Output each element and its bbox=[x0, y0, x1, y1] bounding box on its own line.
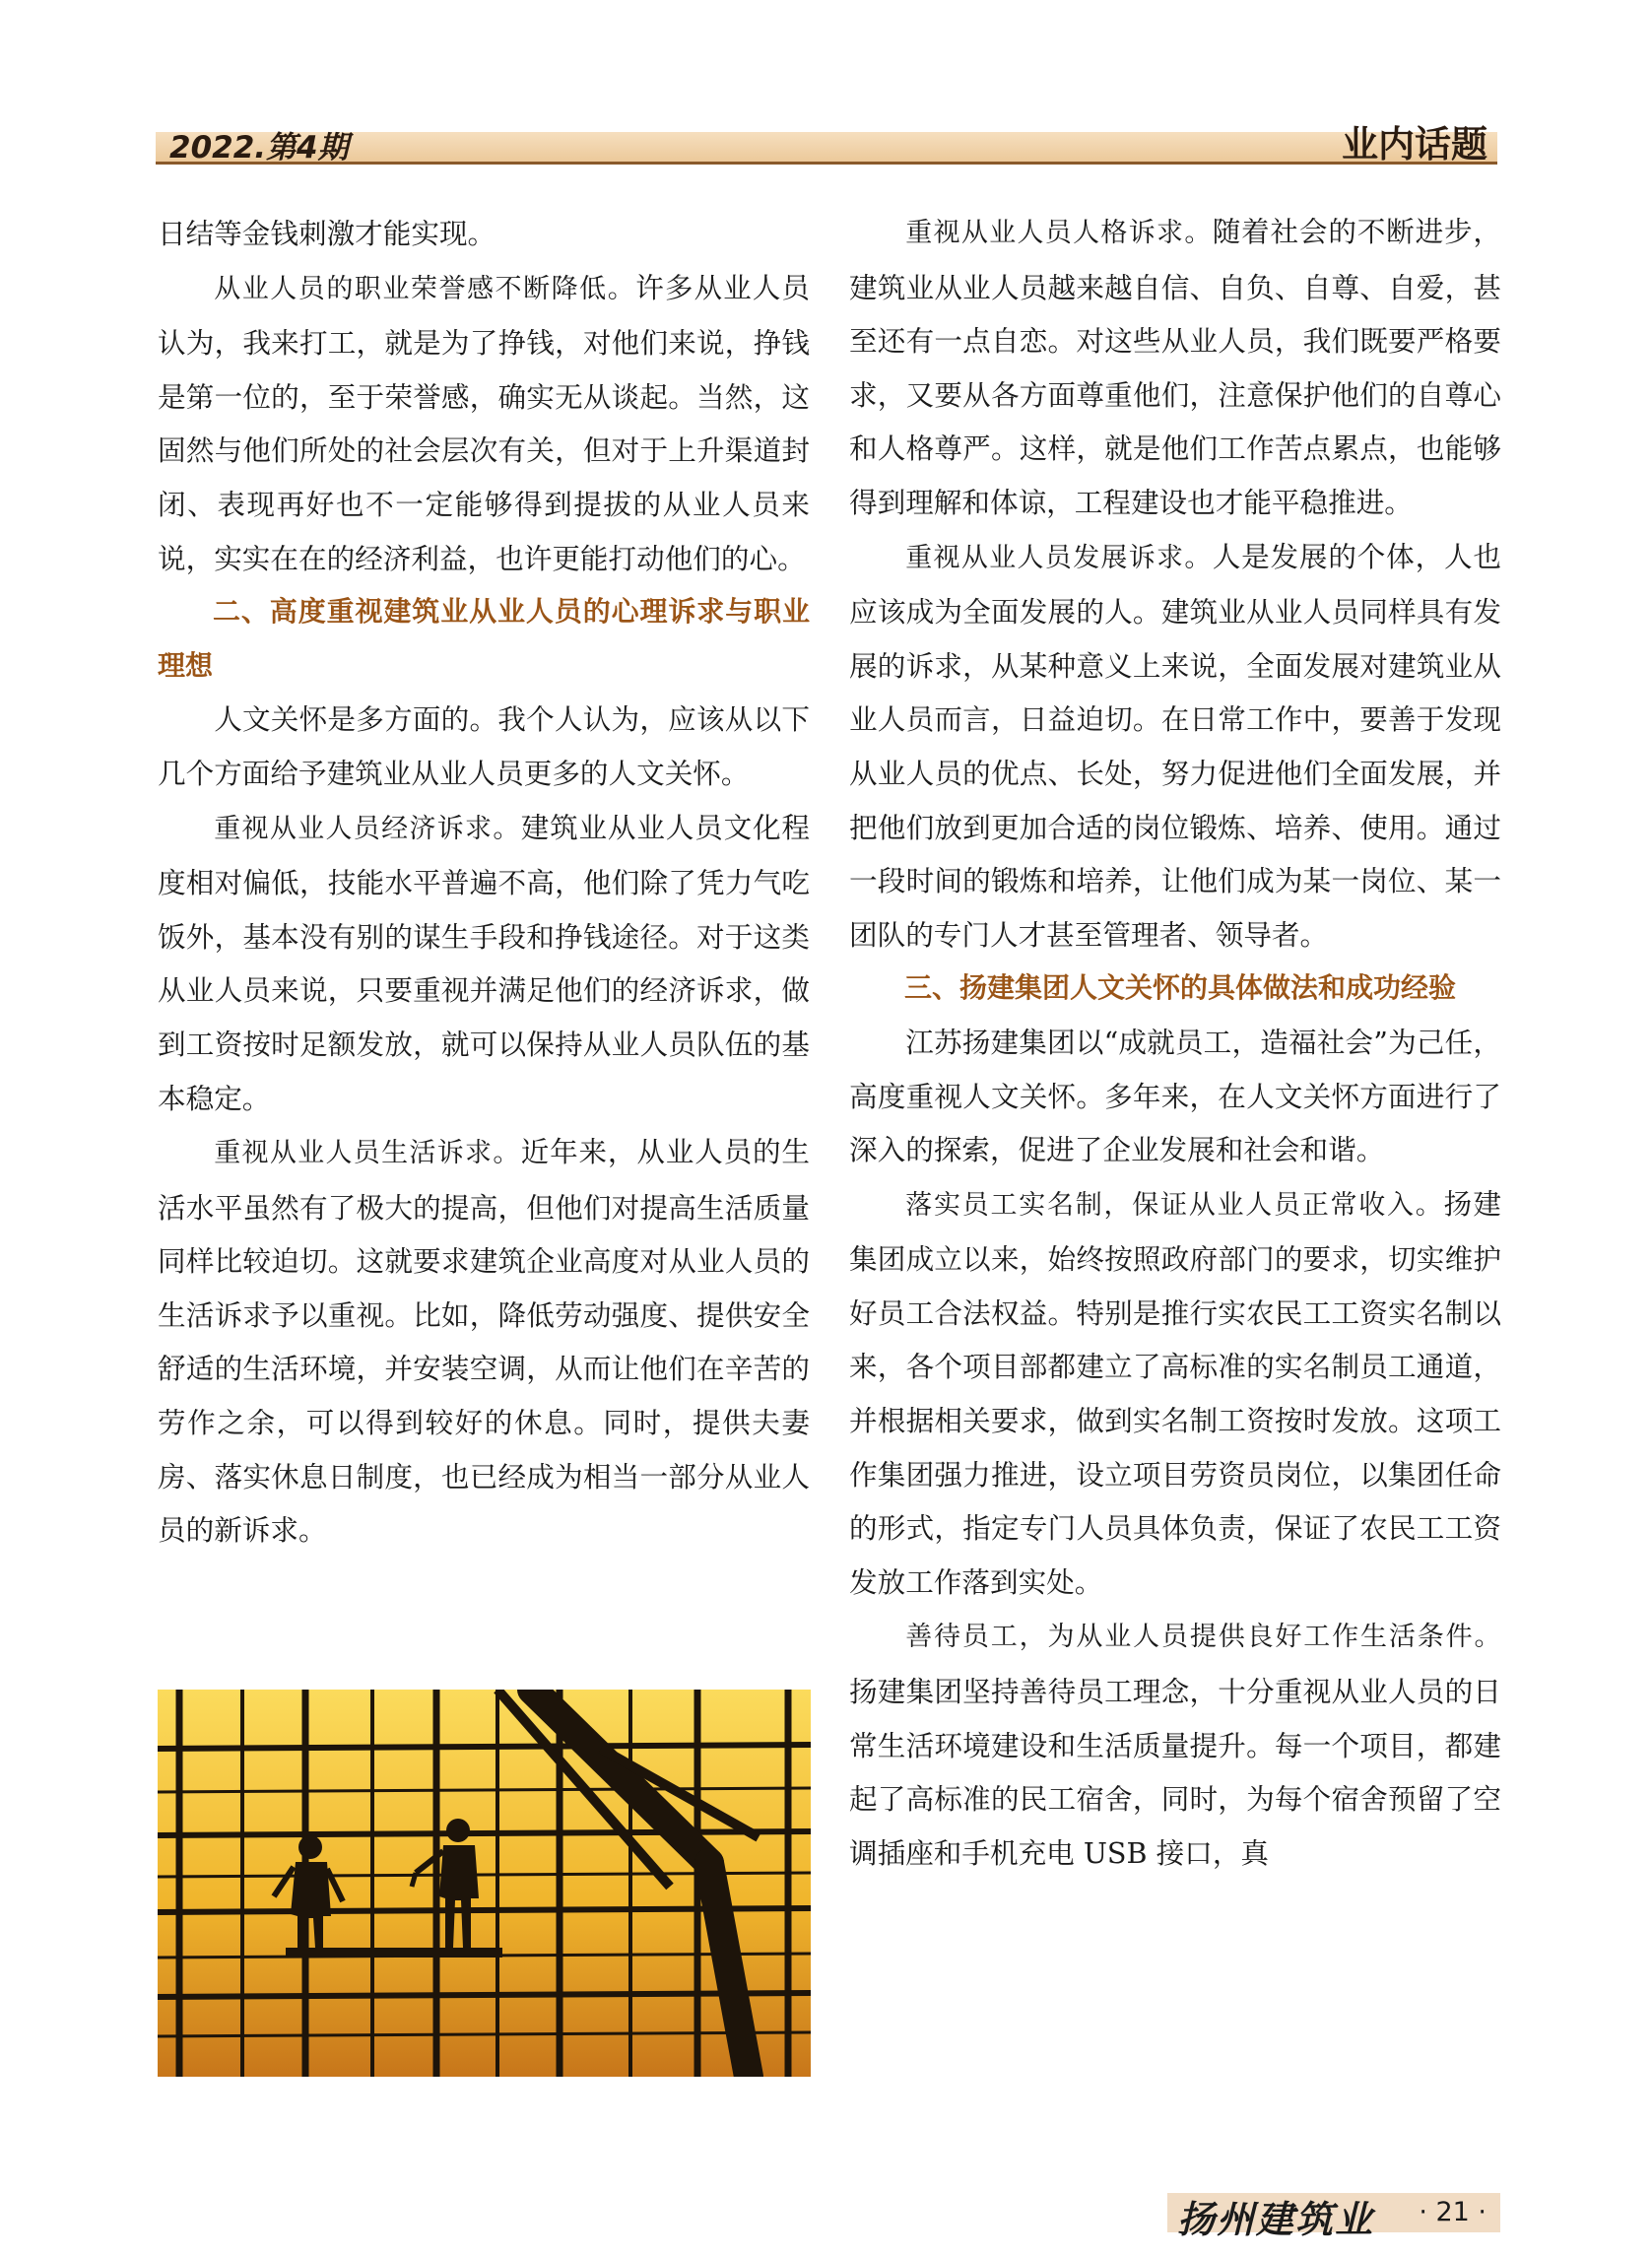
paragraph bbox=[158, 207, 810, 261]
paragraph-lead: 善待员工，为从业人员提供良好工作生活条件。 bbox=[905, 1622, 1501, 1653]
paragraph-lead: 重视从业人员经济诉求。 bbox=[214, 813, 521, 844]
photo-silhouette-image bbox=[158, 1690, 811, 2077]
paragraph bbox=[158, 801, 810, 1126]
paragraph-lead: 落实员工实名制，保证从业人员正常收入。 bbox=[905, 1189, 1444, 1221]
paragraph bbox=[158, 1125, 810, 1558]
page-header bbox=[156, 118, 1497, 169]
paragraph-text: 日结等金钱刺激才能实现。 bbox=[158, 217, 496, 250]
paragraph-text: 扬建集团成立以来，始终按照政府部门的要求，切实维护好员工合法权益。特别是推行实农民工工资实名制以来，各个项目部都建立了高标准的实名制员工通道，并根据相关要求，做到实名制工资按时发放。这项工作集团强力推进，设立项目劳资员岗位，以集团任命的形式，指定专门人员具体负责，保证了农民工工资发放工作落到实处。 bbox=[849, 1186, 1501, 1599]
left-column bbox=[158, 207, 810, 1558]
page-footer bbox=[1167, 2189, 1500, 2241]
section-heading: 二、高度重视建筑业从业人员的心理诉求与职业理想 bbox=[158, 595, 810, 682]
paragraph bbox=[158, 693, 810, 800]
paragraph-lead: 重视从业人员人格诉求。 bbox=[905, 218, 1213, 248]
paragraph-text: 建筑业从业人员文化程度相对偏低，技能水平普遍不高，他们除了凭力气吃饭外，基本没有别的谋生手段和挣钱途径。对于这类从业人员来说，只要重视并满足他们的经济诉求，做到工资按时足额发放，就可以保持从业人员队伍的基本稳定。 bbox=[158, 810, 810, 1115]
page-number: · 21 · bbox=[1419, 2197, 1487, 2227]
header-band bbox=[156, 132, 1497, 162]
construction-workers-photo bbox=[158, 1690, 811, 2077]
paragraph-text: 近年来，从业人员的生活水平虽然有了极大的提高，但他们对提高生活质量同样比较迫切。这就要求建筑企业高度对从业人员的生活诉求予以重视。比如，降低劳动强度、提供安全舒适的生活环境，并安装空调，从而让他们在辛苦的劳作之余，可以得到较好的休息。同时，提供夫妻房、落实休息日制度，也已经成为相当一部分从业人员的新诉求。 bbox=[158, 1135, 810, 1548]
section-title: 业内话题 bbox=[1342, 123, 1487, 166]
paragraph-text: 许多从业人员认为，我来打工，就是为了挣钱，对他们来说，挣钱是第一位的，至于荣誉感，确实无从谈起。当然，这固然与他们所处的社会层次有关，但对于上升渠道封闭、表现再好也不一定能够得到提拔的从业人员来说，实实在在的经济利益，也许更能打动他们的心。 bbox=[158, 270, 810, 575]
paragraph bbox=[849, 205, 1501, 530]
paragraph bbox=[849, 1016, 1501, 1177]
issue-label: 2022.第4期 bbox=[169, 130, 349, 166]
right-column bbox=[849, 205, 1501, 1880]
paragraph bbox=[849, 530, 1501, 963]
paragraph-lead: 从业人员的职业荣誉感不断降低。 bbox=[214, 273, 636, 304]
paragraph-lead: 重视从业人员生活诉求。 bbox=[214, 1138, 521, 1169]
paragraph bbox=[849, 1609, 1501, 1880]
paragraph-text: 江苏扬建集团以“成就员工，造福社会”为己任，高度重视人文关怀。多年来，在人文关怀方面进行了深入的探索，促进了企业发展和社会和谐。 bbox=[849, 1025, 1501, 1167]
paragraph bbox=[849, 1177, 1501, 1610]
magazine-brand-logo: 扬州建筑业 bbox=[1177, 2197, 1375, 2241]
paragraph-lead: 重视从业人员发展诉求。 bbox=[905, 542, 1213, 573]
paragraph-text: 人是发展的个体，人也应该成为全面发展的人。建筑业从业人员同样具有发展的诉求，从某种意义上来说，全面发展对建筑业从业人员而言，日益迫切。在日常工作中，要善于发现从业人员的优点、长处，努力促进他们全面发展，并把他们放到更加合适的岗位锻炼、培养、使用。通过一段时间的锻炼和培养，让他们成为某一岗位、某一团队的专门人才甚至管理者、领导者。 bbox=[849, 539, 1501, 952]
header-rule bbox=[156, 162, 1497, 165]
paragraph-text: 扬建集团坚持善待员工理念，十分重视从业人员的日常生活环境建设和生活质量提升。每一个项目，都建起了高标准的民工宿舍，同时，为每个宿舍预留了空调插座和手机充电 USB 接口，真 bbox=[849, 1675, 1501, 1870]
paragraph-text: 人文关怀是多方面的。我个人认为，应该从以下几个方面给予建筑业从业人员更多的人文关怀。 bbox=[158, 702, 810, 790]
paragraph-text: 随着社会的不断进步，建筑业从业人员越来越自信、自负、自尊、自爱，甚至还有一点自恋。对这些从业人员，我们既要严格要求，又要从各方面尊重他们，注意保护他们的自尊心和人格尊严。这样，就是他们工作苦点累点，也能够得到理解和体谅，工程建设也才能平稳推进。 bbox=[849, 215, 1501, 519]
section-heading: 三、扬建集团人文关怀的具体做法和成功经验 bbox=[904, 971, 1457, 1005]
paragraph bbox=[158, 261, 810, 586]
